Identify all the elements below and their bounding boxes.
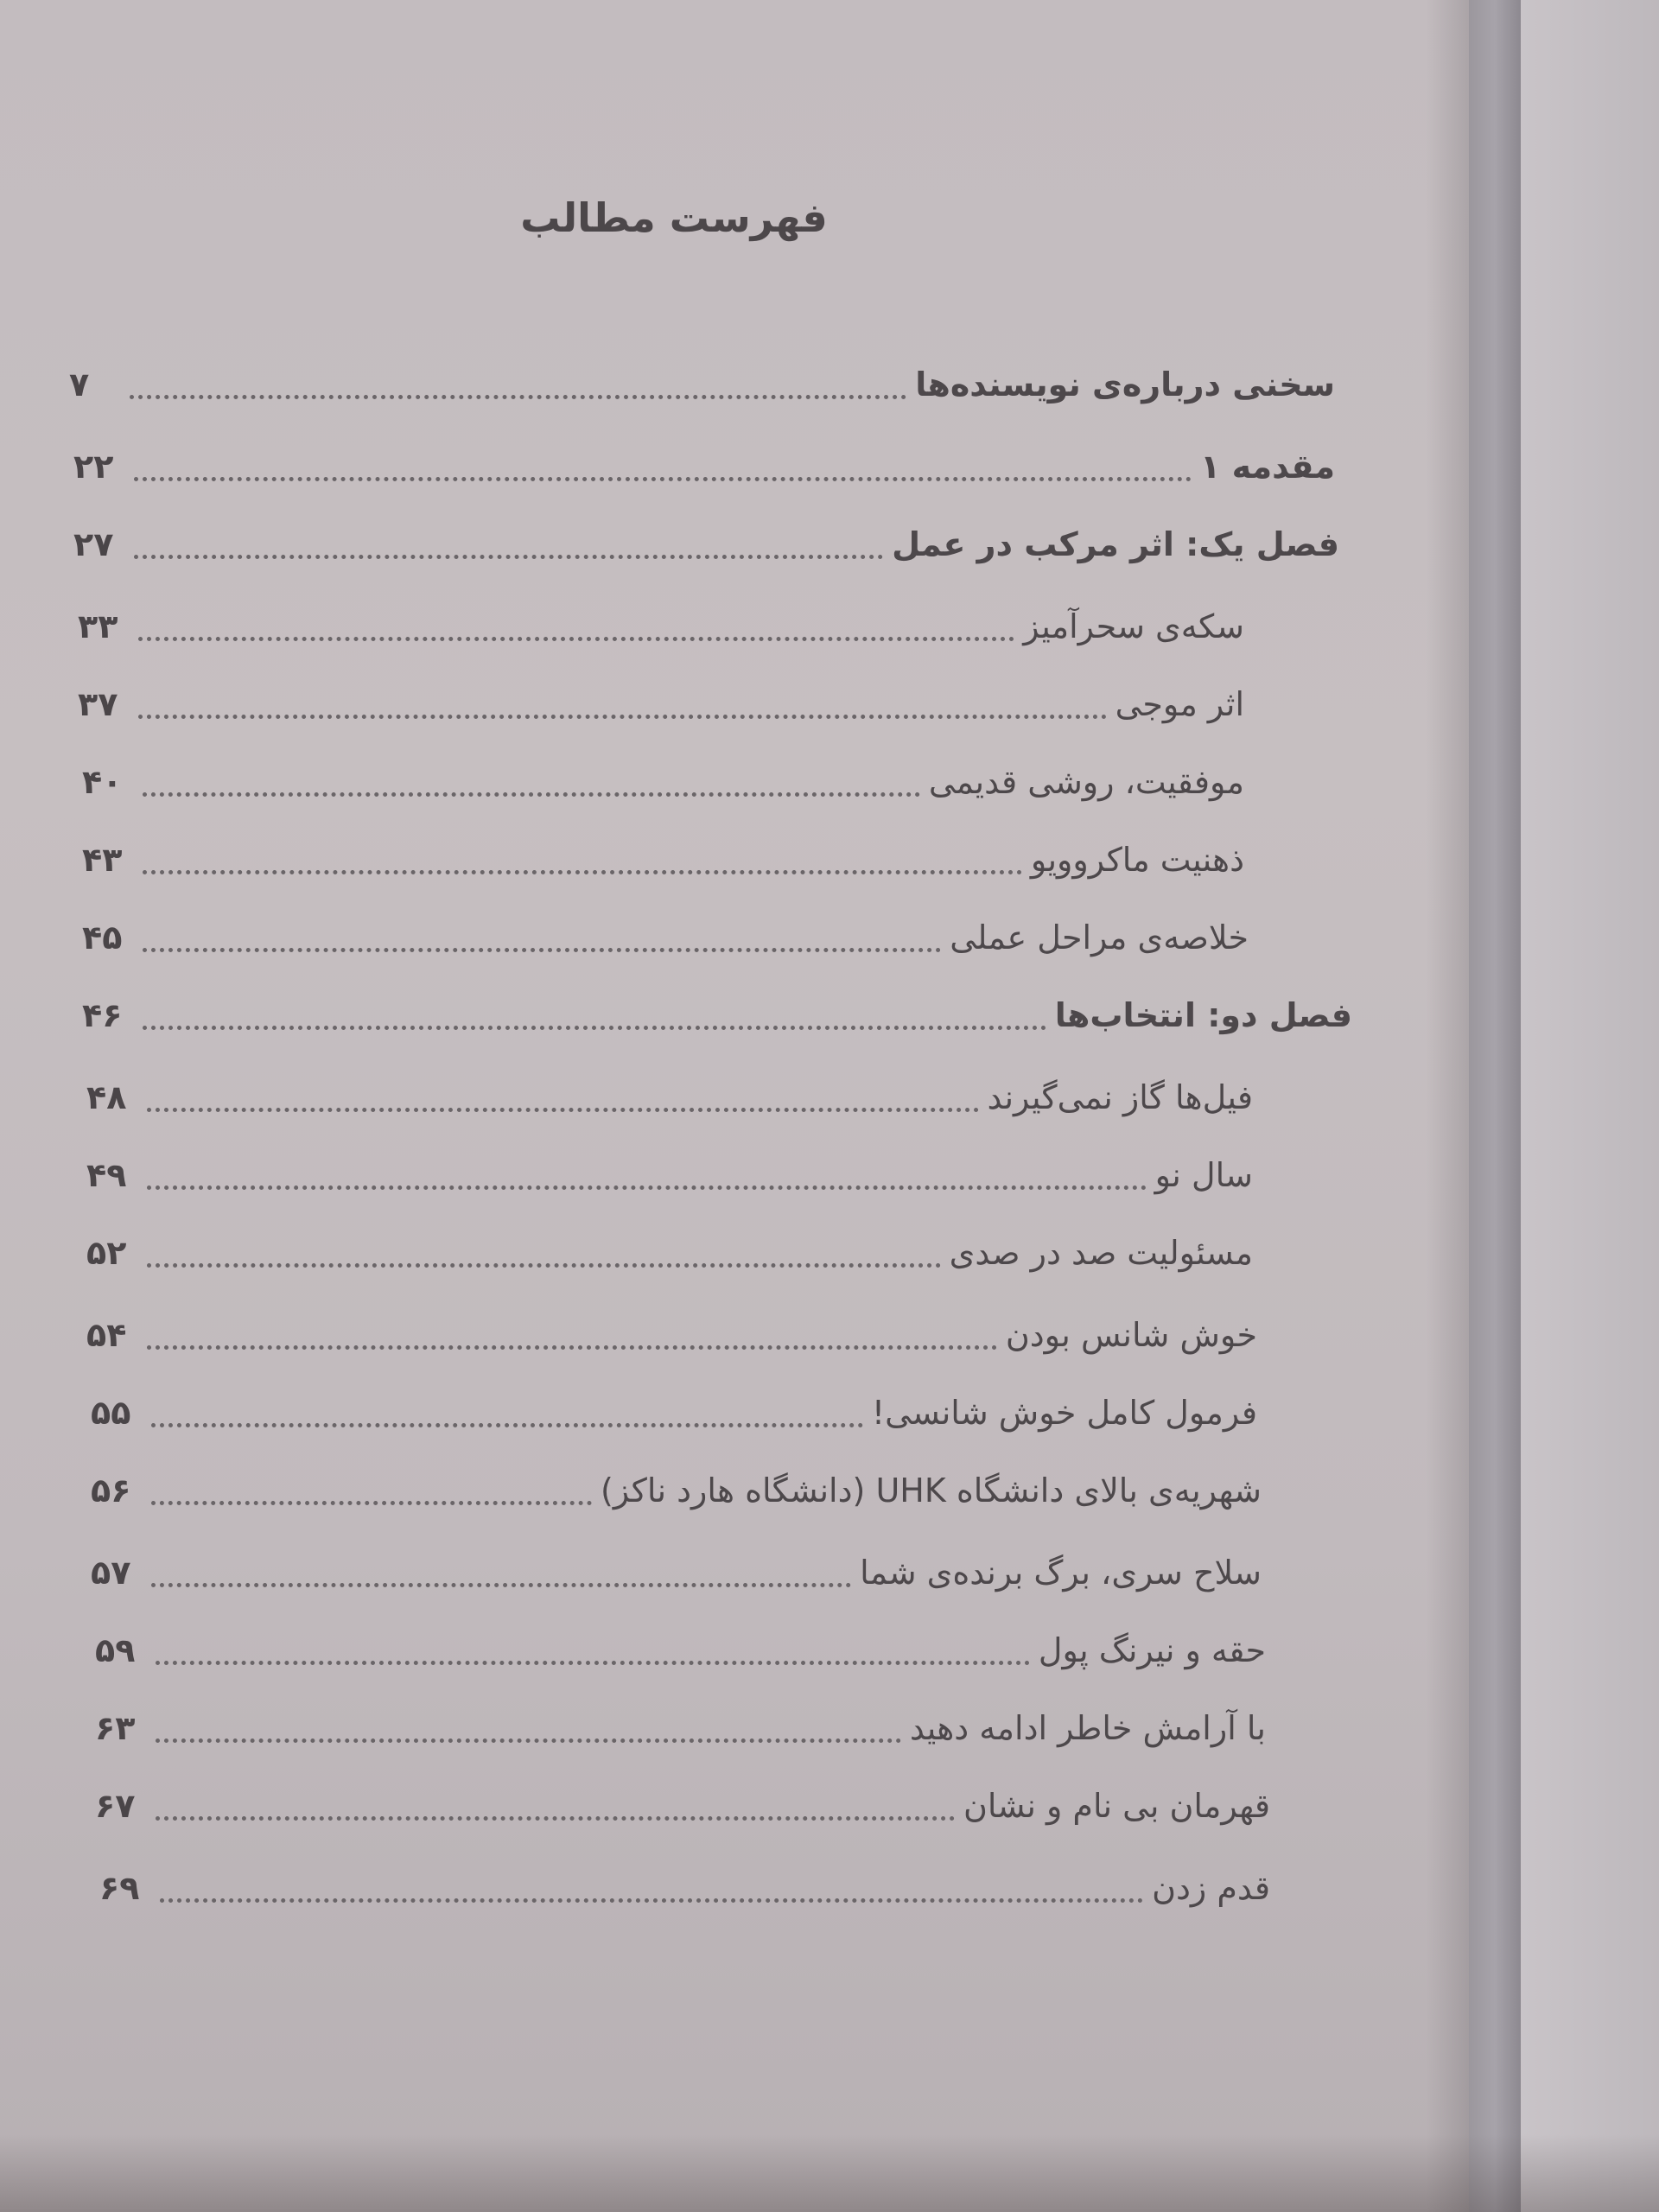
toc-entry-title: فصل دو: انتخاب‌ها bbox=[1054, 996, 1352, 1034]
toc-leader-dots bbox=[147, 1185, 1147, 1190]
toc-page-number: ۴۸ bbox=[86, 1078, 127, 1116]
toc-entry bbox=[78, 596, 1244, 657]
toc-page-number: ۶۹ bbox=[99, 1869, 140, 1907]
toc-entry-title: سکه‌ی سحرآمیز bbox=[1023, 607, 1244, 645]
toc-entry bbox=[86, 1305, 1257, 1365]
toc-page-number: ۳۷ bbox=[78, 685, 118, 723]
toc-entry bbox=[82, 830, 1244, 890]
toc-page-number: ۴۶ bbox=[82, 996, 123, 1034]
toc-entry-title: ذهنیت ماکروویو bbox=[1030, 841, 1244, 879]
toc-page-number: ۴۹ bbox=[86, 1156, 127, 1194]
toc-entry-title: اثر موجی bbox=[1115, 685, 1244, 723]
toc-page-number: ۲۲ bbox=[73, 448, 114, 486]
toc-leader-dots bbox=[156, 1661, 1030, 1665]
toc-entry bbox=[99, 1858, 1270, 1918]
toc-page-number: ۵۵ bbox=[91, 1394, 131, 1432]
toc-leader-dots bbox=[147, 1345, 997, 1350]
toc-entry-title: با آرامش خاطر ادامه دهید bbox=[909, 1709, 1266, 1747]
toc-entry bbox=[82, 907, 1249, 968]
toc-leader-dots bbox=[160, 1898, 1143, 1903]
toc-entry bbox=[86, 1145, 1253, 1205]
toc-entry-title: فیل‌ها گاز نمی‌گیرند bbox=[987, 1078, 1253, 1116]
toc-leader-dots bbox=[143, 792, 920, 797]
toc-entry-title: قدم زدن bbox=[1152, 1869, 1270, 1907]
toc-page-number: ۴۰ bbox=[82, 763, 123, 801]
toc-entry bbox=[82, 985, 1352, 1046]
toc-entry-title: فرمول کامل خوش شانسی! bbox=[871, 1394, 1257, 1432]
toc-entry-title: مقدمه ۱ bbox=[1200, 448, 1335, 486]
toc-page-number: ۶۳ bbox=[95, 1709, 136, 1747]
toc-page-number: ۵۷ bbox=[91, 1554, 131, 1592]
toc-entry-title: خوش شانس بودن bbox=[1005, 1316, 1257, 1354]
toc-leader-dots bbox=[147, 1263, 941, 1268]
toc-page-number: ۵۹ bbox=[95, 1631, 136, 1669]
toc-page-number: ۲۷ bbox=[73, 525, 114, 563]
toc-leader-dots bbox=[138, 715, 1107, 719]
toc-entry-title: موفقیت، روشی قدیمی bbox=[928, 763, 1244, 801]
toc-page-number: ۷ bbox=[69, 365, 90, 404]
toc-entry-title: سخنی درباره‌ی نویسنده‌ها bbox=[915, 365, 1335, 404]
toc-leader-dots bbox=[143, 1026, 1046, 1030]
toc-entry-title: حقه و نیرنگ پول bbox=[1038, 1631, 1266, 1669]
toc-entry bbox=[91, 1460, 1262, 1521]
toc-entry bbox=[95, 1776, 1270, 1836]
toc-entry bbox=[86, 1223, 1253, 1283]
adjacent-page-edge bbox=[1521, 0, 1659, 2212]
toc-entry bbox=[91, 1542, 1262, 1603]
toc-page-number: ۴۳ bbox=[82, 841, 123, 879]
toc-page-number: ۵۲ bbox=[86, 1234, 127, 1272]
toc-entry bbox=[95, 1620, 1266, 1681]
toc-entry bbox=[82, 752, 1244, 812]
toc-entry bbox=[86, 1067, 1253, 1128]
toc-entry-title: شهریه‌ی بالای دانشگاه UHK (دانشگاه هارد ناکز) bbox=[601, 1471, 1262, 1510]
toc-heading: فهرست مطالب bbox=[520, 194, 828, 241]
toc-entry-title: مسئولیت صد در صدی bbox=[949, 1234, 1253, 1272]
toc-entry bbox=[69, 354, 1335, 415]
toc-entry-title: سلاح سری، برگ برنده‌ی شما bbox=[860, 1554, 1262, 1592]
toc-entry-title: خلاصه‌ی مراحل عملی bbox=[950, 918, 1249, 957]
toc-page-number: ۵۶ bbox=[91, 1471, 131, 1510]
toc-leader-dots bbox=[134, 477, 1192, 481]
toc-page-number: ۵۴ bbox=[86, 1316, 127, 1354]
toc-leader-dots bbox=[151, 1501, 592, 1505]
toc-leader-dots bbox=[156, 1738, 901, 1743]
toc-leader-dots bbox=[143, 870, 1022, 874]
book-binding bbox=[1469, 0, 1521, 2212]
toc-page-number: ۳۳ bbox=[78, 607, 118, 645]
toc-entry bbox=[91, 1382, 1257, 1443]
toc-entry bbox=[95, 1698, 1266, 1758]
toc-entry-title: فصل یک: اثر مرکب در عمل bbox=[892, 525, 1339, 563]
toc-leader-dots bbox=[147, 1108, 979, 1112]
toc-leader-dots bbox=[151, 1583, 851, 1587]
toc-page-number: ۶۷ bbox=[95, 1787, 136, 1825]
page-bottom-shadow bbox=[0, 2134, 1659, 2212]
toc-entry-title: قهرمان بی نام و نشان bbox=[963, 1787, 1270, 1825]
toc-leader-dots bbox=[151, 1423, 863, 1427]
toc-leader-dots bbox=[138, 637, 1014, 641]
toc-entry bbox=[73, 436, 1335, 497]
toc-leader-dots bbox=[143, 948, 941, 952]
toc-leader-dots bbox=[134, 555, 883, 559]
toc-entry bbox=[73, 514, 1339, 575]
toc-leader-dots bbox=[130, 395, 906, 399]
toc-entry-title: سال نو bbox=[1154, 1156, 1253, 1194]
toc-page-number: ۴۵ bbox=[82, 918, 123, 957]
toc-leader-dots bbox=[156, 1816, 955, 1821]
toc-entry bbox=[78, 674, 1244, 734]
